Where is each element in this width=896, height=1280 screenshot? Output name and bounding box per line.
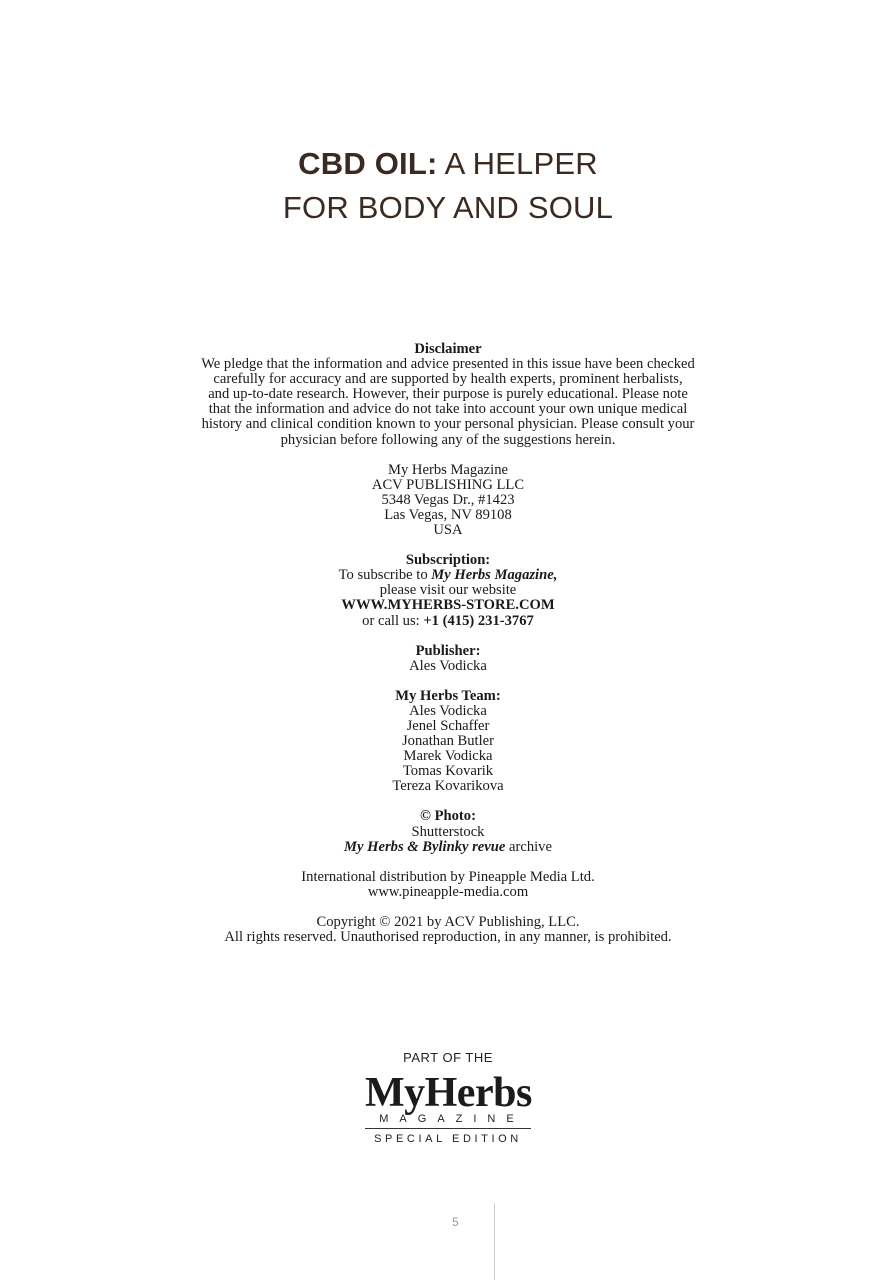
team-member: Ales Vodicka bbox=[409, 702, 487, 719]
team-member: Tereza Kovarikova bbox=[392, 778, 504, 795]
logo-divider bbox=[365, 1128, 531, 1129]
photo-archive-name: My Herbs & Bylinky revue bbox=[344, 838, 506, 855]
distribution-url[interactable]: www.pineapple-media.com bbox=[367, 883, 529, 900]
page-divider-line bbox=[494, 1203, 495, 1280]
subscription-prefix: To subscribe to bbox=[338, 567, 432, 584]
photo-credit-2 bbox=[0, 840, 896, 855]
disclaimer-line: and up-to-date research. However, their purpose is purely educational. Please note bbox=[208, 386, 688, 403]
photo-archive-rest: archive bbox=[505, 838, 552, 855]
disclaimer-line: history and clinical condition known to your personal physician. Please consult your bbox=[201, 416, 695, 433]
title-bold-part: CBD OIL: bbox=[298, 146, 438, 181]
magazine-logo-block bbox=[0, 1050, 896, 1147]
address-line: 5348 Vegas Dr., #1423 bbox=[381, 491, 515, 508]
address-line: My Herbs Magazine bbox=[388, 461, 508, 478]
address-line: Las Vegas, NV 89108 bbox=[384, 506, 512, 523]
subscription-line-1 bbox=[0, 568, 896, 583]
team-member: Tomas Kovarik bbox=[402, 763, 494, 780]
logo-wordmark: MyHerbs bbox=[365, 1070, 532, 1116]
team-member: Marek Vodicka bbox=[403, 748, 493, 765]
team-member: Jenel Schaffer bbox=[406, 717, 490, 734]
distribution-line: International distribution by Pineapple Media Ltd. bbox=[301, 868, 595, 885]
imprint-block bbox=[0, 342, 896, 945]
subscription-line-2: please visit our website bbox=[379, 582, 517, 599]
team-heading: My Herbs Team: bbox=[395, 687, 501, 704]
disclaimer-line: physician before following any of the suggestions herein. bbox=[280, 431, 616, 448]
website-link[interactable]: WWW.MYHERBS-STORE.COM bbox=[341, 597, 555, 614]
publisher-heading: Publisher: bbox=[415, 642, 481, 659]
disclaimer-heading: Disclaimer bbox=[414, 341, 482, 357]
photo-heading: © Photo: bbox=[420, 808, 476, 825]
publisher-name: Ales Vodicka bbox=[409, 657, 487, 674]
disclaimer-line: carefully for accuracy and are supported by health experts, prominent herbalists, bbox=[213, 371, 683, 388]
call-line bbox=[0, 614, 896, 629]
title-line-1 bbox=[0, 142, 896, 186]
team-member: Jonathan Butler bbox=[401, 733, 494, 750]
address-line: USA bbox=[433, 522, 463, 539]
call-prefix: or call us: bbox=[362, 612, 424, 629]
logo-magazine-label: MAGAZINE bbox=[379, 1113, 525, 1125]
address-line: ACV PUBLISHING LLC bbox=[371, 476, 525, 493]
subscription-heading: Subscription: bbox=[405, 552, 491, 569]
disclaimer-line: that the information and advice do not take into account your own unique medical bbox=[208, 401, 688, 418]
logo-special-edition: SPECIAL EDITION bbox=[374, 1133, 522, 1145]
part-of-label: PART OF THE bbox=[403, 1050, 493, 1065]
copyright-line: Copyright © 2021 by ACV Publishing, LLC. bbox=[316, 913, 580, 930]
disclaimer-line: We pledge that the information and advice presented in this issue have been checked bbox=[201, 356, 695, 373]
rights-line: All rights reserved. Unauthorised reproduction, in any manner, is prohibited. bbox=[224, 929, 672, 945]
title-line-2: FOR BODY AND SOUL bbox=[282, 190, 614, 225]
phone-number[interactable]: +1 (415) 231-3767 bbox=[423, 612, 534, 629]
magazine-name: My Herbs Magazine, bbox=[431, 567, 558, 584]
photo-credit-1: Shutterstock bbox=[411, 823, 485, 840]
page-number: 5 bbox=[452, 1215, 459, 1229]
title-line-1-rest: A HELPER bbox=[437, 146, 598, 181]
article-title bbox=[0, 142, 896, 230]
myherbs-logo bbox=[365, 1070, 532, 1145]
